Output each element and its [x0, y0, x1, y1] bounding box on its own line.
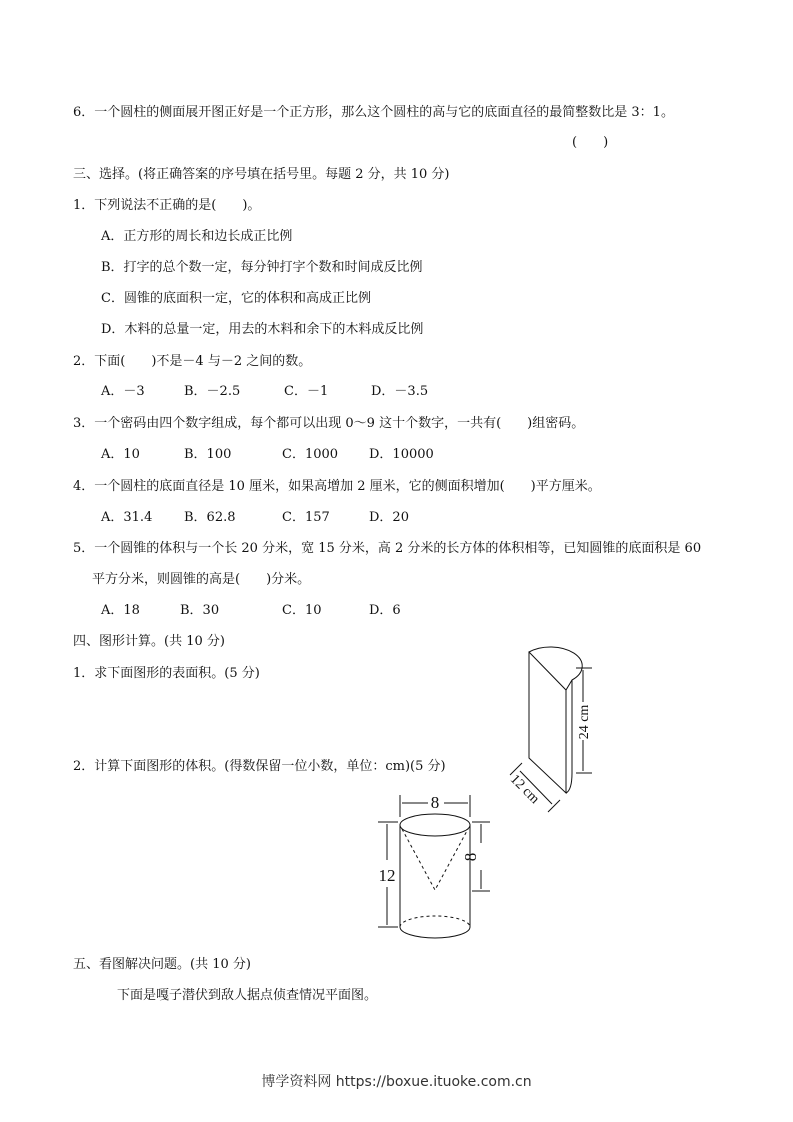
- choice-question-5: 5．一个圆锥的体积与一个长 20 分米，宽 15 分米，高 2 分米的长方体的体积相等，已知圆锥的底面积是 60: [73, 541, 702, 556]
- option-a: A．18: [101, 603, 140, 618]
- option-c: C．圆锥的底面积一定，它的体积和高成正比例: [101, 291, 371, 306]
- diameter-label: 12 cm: [506, 771, 543, 808]
- option-d: D．10000: [369, 447, 434, 462]
- cylinder-cone-figure: [360, 785, 500, 945]
- half-cylinder-figure: [480, 630, 620, 830]
- choice-question-3: 3．一个密码由四个数字组成，每个都可以出现 0～9 这十个数字，一共有( )组密码。: [73, 416, 585, 431]
- choice-question-5-cont: 平方分米，则圆锥的高是( )分米。: [92, 572, 311, 587]
- option-d: D．6: [369, 603, 401, 618]
- choice-question-4: 4．一个圆柱的底面直径是 10 厘米，如果高增加 2 厘米，它的侧面积增加( )平方厘米。: [73, 479, 601, 494]
- cone-height-label: 8: [461, 852, 480, 862]
- width-label: 8: [430, 793, 440, 812]
- height-label: 24 cm: [577, 704, 592, 740]
- option-b: B．－2.5: [184, 384, 241, 399]
- option-a: A．10: [101, 447, 140, 462]
- height-label: 12: [378, 866, 396, 885]
- option-d: D．－3.5: [371, 384, 429, 399]
- section-4-heading: 四、图形计算。(共 10 分): [73, 634, 225, 649]
- option-a: A．正方形的周长和边长成正比例: [101, 229, 293, 244]
- option-b: B．打字的总个数一定，每分钟打字个数和时间成反比例: [101, 260, 423, 275]
- option-a: A．－3: [101, 384, 145, 399]
- option-c: C．1000: [282, 447, 339, 462]
- option-a: A．31.4: [101, 510, 153, 525]
- section-5-intro: 下面是嘎子潜伏到敌人据点侦查情况平面图。: [117, 988, 378, 1003]
- question-6: 6．一个圆柱的侧面展开图正好是一个正方形，那么这个圆柱的高与它的底面直径的最简整数比是 3：1。: [73, 105, 674, 120]
- geometry-question-1: 1．求下面图形的表面积。(5 分): [73, 666, 260, 681]
- option-d: D．木料的总量一定，用去的木料和余下的木料成反比例: [101, 322, 424, 337]
- footer-watermark: 博学资料网 https://boxue.ituoke.com.cn: [261, 1074, 532, 1090]
- geometry-question-2: 2．计算下面图形的体积。(得数保留一位小数，单位：cm)(5 分): [73, 759, 446, 774]
- option-b: B．62.8: [184, 510, 236, 525]
- answer-blank: ( ): [572, 135, 609, 150]
- option-b: B．30: [180, 603, 220, 618]
- section-3-heading: 三、选择。(将正确答案的序号填在括号里。每题 2 分，共 10 分): [73, 167, 450, 182]
- option-c: C．157: [282, 510, 330, 525]
- section-5-heading: 五、看图解决问题。(共 10 分): [73, 957, 251, 972]
- choice-question-1: 1．下列说法不正确的是( )。: [73, 198, 261, 213]
- option-b: B．100: [184, 447, 232, 462]
- option-c: C．10: [282, 603, 322, 618]
- option-d: D．20: [369, 510, 409, 525]
- choice-question-2: 2．下面( )不是－4 与－2 之间的数。: [73, 354, 312, 369]
- option-c: C．－1: [284, 384, 329, 399]
